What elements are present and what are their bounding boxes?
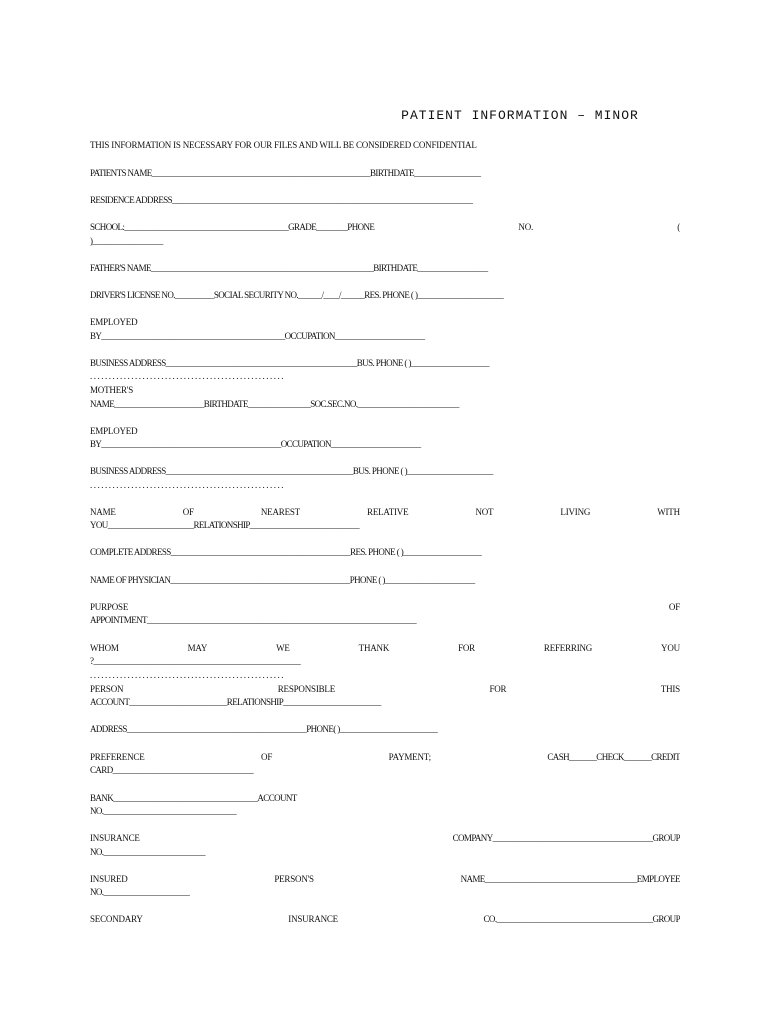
confidentiality-note: THIS INFORMATION IS NECESSARY FOR OUR FILES AND WILL BE CONSIDERED CONFIDENTIAL	[90, 140, 477, 150]
referral-word: WE	[276, 643, 290, 653]
business-address-line-1: BUSINESS ADDRESS_________________________________________________BUS. PHONE ( )____________________	[90, 358, 489, 368]
secondary-word: SECONDARY	[90, 914, 143, 924]
relative-word: NOT	[475, 507, 494, 517]
responsible-word: PERSON	[90, 684, 124, 694]
account-relationship-line: ACCOUNT_________________________RELATIONSHIP_________________________	[90, 697, 381, 707]
referral-word: MAY	[187, 643, 208, 653]
mothers-label: MOTHER'S	[90, 385, 134, 395]
insured-number-line: NO.______________________	[90, 887, 190, 897]
school-grade-phone-text: SCHOOL:__________________________________________GRADE________PHONE	[90, 222, 375, 232]
insurance-company-group-text: COMPANY_________________________________________GROUP	[452, 833, 680, 843]
address-phone-line: ADDRESS______________________________________________PHONE( )_________________________	[90, 724, 438, 734]
physician-line: NAME OF PHYSICIAN______________________________________________PHONE ( )_______________________	[90, 575, 475, 585]
insured-person-heading	[90, 874, 680, 884]
referral-word: FOR	[458, 643, 475, 653]
referral-word: YOU	[661, 643, 680, 653]
bank-account-line: BANK_____________________________________ACCOUNT	[90, 793, 297, 803]
relative-word: NEAREST	[260, 507, 300, 517]
responsible-word: RESPONSIBLE	[277, 684, 336, 694]
school-phone-continuation: )__________________	[90, 236, 163, 246]
school-phone-no-text: NO.	[518, 222, 534, 232]
responsible-person-heading	[90, 684, 680, 694]
insurance-number-line: NO.__________________________	[90, 847, 205, 857]
secondary-insurance-heading	[90, 914, 680, 924]
secondary-word: INSURANCE	[288, 914, 338, 924]
relative-word: WITH	[657, 507, 680, 517]
purpose-word: OF	[668, 602, 680, 612]
insured-name-employee-text: NAME_______________________________________EMPLOYEE	[460, 874, 680, 884]
secondary-co-group-text: CO.________________________________________GROUP	[483, 914, 680, 924]
insured-word: INSURED	[90, 874, 128, 884]
school-phone-paren-text: (	[677, 222, 680, 232]
payment-word: PREFERENCE	[90, 752, 145, 762]
nearest-relative-heading	[90, 507, 680, 517]
employed-label-2: EMPLOYED	[90, 426, 138, 436]
relative-word: OF	[182, 507, 194, 517]
referral-word: WHOM	[90, 643, 119, 653]
complete-address-line: COMPLETE ADDRESS______________________________________________RES. PHONE ( )____________________	[90, 547, 482, 557]
payment-preference-heading	[90, 752, 680, 762]
dotted-separator-3: ....................................................	[90, 670, 285, 680]
school-line	[90, 222, 680, 232]
insurance-word: INSURANCE	[90, 833, 140, 843]
insurance-company-heading	[90, 833, 680, 843]
bank-account-number-line: NO.__________________________________	[90, 806, 237, 816]
responsible-word: FOR	[489, 684, 507, 694]
appointment-line: APPOINTMENT_____________________________________________________________________	[90, 615, 417, 625]
employed-by-occupation-line-1: BY_______________________________________________OCCUPATION_______________________	[90, 331, 425, 341]
insured-word: PERSON'S	[274, 874, 314, 884]
dotted-separator-1: ....................................................	[90, 371, 285, 381]
payment-options-text: CASH_______CHECK_______CREDIT	[547, 752, 680, 762]
relative-relationship-line: YOU______________________RELATIONSHIP____________________________	[90, 520, 360, 530]
referral-word: THANK	[358, 643, 390, 653]
dotted-separator-2: ....................................................	[90, 480, 285, 490]
referral-line: ?_____________________________________________________	[90, 656, 301, 666]
referral-word: REFERRING	[543, 643, 593, 653]
relative-word: NAME	[90, 507, 116, 517]
father-name-birthdate-line: FATHER'S NAME_________________________________________________________BIRTHDATE__________________	[90, 263, 488, 273]
relative-word: LIVING	[560, 507, 591, 517]
employed-label-1: EMPLOYED	[90, 317, 138, 327]
residence-address-line: RESIDENCE ADDRESS_____________________________________________________________________________	[90, 195, 473, 205]
payment-word: PAYMENT;	[388, 752, 431, 762]
purpose-word: PURPOSE	[90, 602, 129, 612]
referral-heading	[90, 643, 680, 653]
drivers-license-ssn-phone-line: DRIVER'S LICENSE NO.__________SOCIAL SECURITY NO.______/____/______RES. PHONE ( )______________________	[90, 290, 504, 300]
payment-word: OF	[261, 752, 273, 762]
purpose-heading	[90, 602, 680, 612]
responsible-word: THIS	[660, 684, 680, 694]
credit-card-line: CARD____________________________________	[90, 765, 254, 775]
form-title: PATIENT INFORMATION – MINOR	[401, 108, 639, 123]
business-address-line-2: BUSINESS ADDRESS________________________________________________BUS. PHONE ( )______________________	[90, 466, 493, 476]
patient-name-birthdate-line: PATIENTS NAME________________________________________________________BIRTHDATE_________________	[90, 168, 481, 178]
mother-name-birthdate-ssn-line: NAME_______________________BIRTHDATE________________SOC.SEC.NO.__________________________	[90, 399, 459, 409]
relative-word: RELATIVE	[367, 507, 409, 517]
employed-by-occupation-line-2: BY______________________________________________OCCUPATION_______________________	[90, 439, 421, 449]
